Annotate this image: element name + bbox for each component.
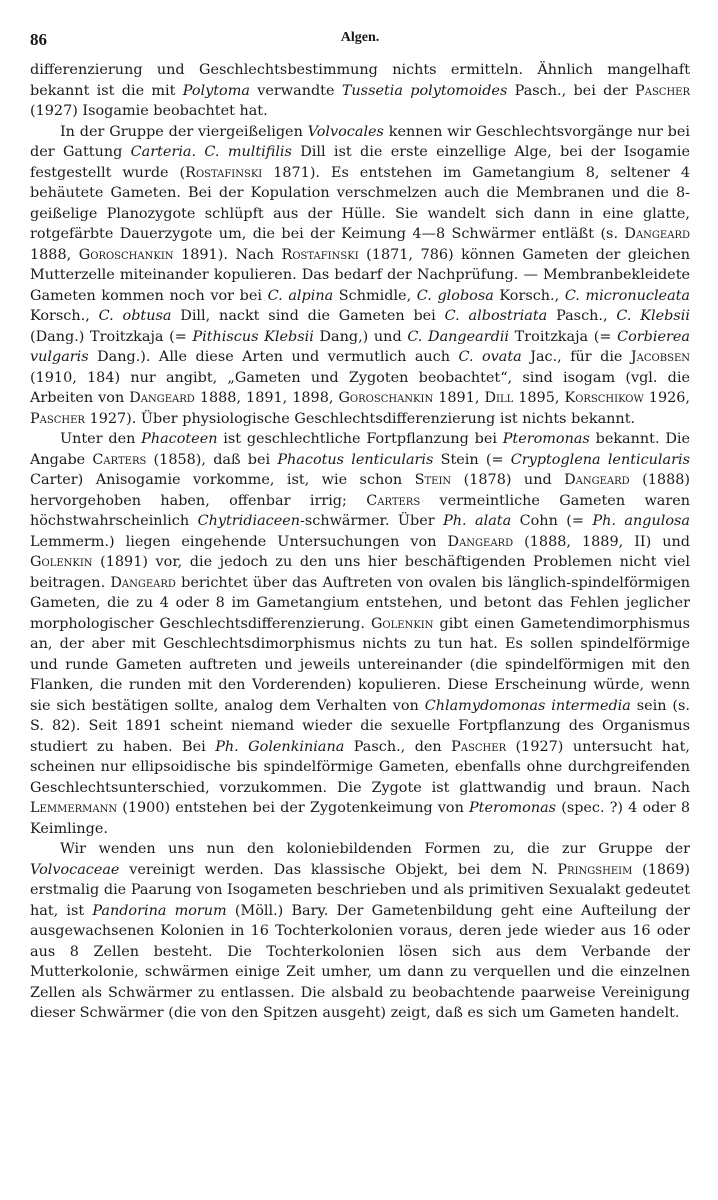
body-text [30,60,690,1024]
running-head: Algen. [340,30,380,45]
page-header [30,22,690,60]
page-number: 86 [30,30,47,49]
paragraph: In der Gruppe der viergeißeligen Volvocales kennen wir Geschlechtsvorgänge nur bei der Gattung Carteria. C. multifilis Dill ist die erste einzellige Alge, bei der Isogamie festgestellt wurde (Rostafinski 1871). Es entstehen im Gametangium 8, seltener 4 behäutete Gameten. Bei der Kopulation verschmelzen auch die Membranen und die 8-geißelige Planozygote schlüpft aus der Hülle. Sie wandelt sich dann in eine glatte, rotgefärbte Dauerzygote um, die bei der Keimung 4—8 Schwärmer entläßt (s. Dangeard 1888, Goroschankin 1891). Nach Rostafinski (1871, 786) können Gameten der gleichen Mutterzelle miteinander kopulieren. Das bedarf der Nachprüfung. — Membranbekleidete Gameten kommen noch vor bei C. alpina Schmidle, C. globosa Korsch., C. micronucleata Korsch., C. obtusa Dill, nackt sind die Gameten bei C. albostriata Pasch., C. Klebsii (Dang.) Troitzkaja (= Pithiscus Klebsii Dang,) und C. Dangeardii Troitzkaja (= Corbierea vulgaris Dang.). Alle diese Arten und vermutlich auch C. ovata Jac., für die Jacobsen (1910, 184) nur angibt, „Gameten und Zygoten beobachtet“, sind isogam (vgl. die Arbeiten von Dangeard 1888, 1891, 1898, Goroschankin 1891, Dill 1895, Korschikow 1926, Pascher 1927). Über physiologische Geschlechtsdifferenzierung ist nichts bekannt. [30,123,691,427]
paragraph: differenzierung und Geschlechtsbestimmung nichts ermitteln. Ähnlich mangelhaft bekannt ist die mit Polytoma verwandte Tussetia polytomoides Pasch., bei der Pascher (1927) Isogamie beobachtet hat. [30,62,691,119]
paragraph: Unter den Phacoteen ist geschlechtliche Fortpflanzung bei Pteromonas bekannt. Die Angabe Carters (1858), daß bei Phacotus lenticularis Stein (= Cryptoglena lenticularis Carter) Anisogamie vorkomme, ist, wie schon Stein (1878) und Dangeard (1888) hervorgehoben haben, offenbar irrig; Carters vermeintliche Gameten waren höchstwahrscheinlich Chytridiaceen-schwärmer. Über Ph. alata Cohn (= Ph. angulosa Lemmerm.) liegen eingehende Untersuchungen von Dangeard (1888, 1889, II) und Golenkin (1891) vor, die jedoch zu den uns hier beschäftigenden Problemen nicht viel beitragen. Dangeard berichtet über das Auftreten von ovalen bis länglich-spindelförmigen Gameten, die zu 4 oder 8 im Gametangium entstehen, und betont das Fehlen jeglicher morphologischer Geschlechtsdifferenzierung. Golenkin gibt einen Gametendimorphismus an, der aber mit Geschlechtsdimorphismus nichts zu tun hat. Es sollen spindelförmige und runde Gameten auftreten und jeweils untereinander (die spindelförmigen mit den Flanken, die runden mit den Vorderenden) kopulieren. Diese Erscheinung würde, wenn sie sich bestätigen sollte, analog dem Verhalten von Chlamydomonas intermedia sein (s. S. 82). Seit 1891 scheint niemand wieder die sexuelle Fortpflanzung des Organismus studiert zu haben. Bei Ph. Golenkiniana Pasch., den Pascher (1927) untersucht hat, scheinen nur ellipsoidische bis spindelförmige Gameten, ebenfalls ohne durchgreifenden Geschlechtsunterschied, vorzukommen. Die Zygote ist glattwandig und braun. Nach Lemmermann (1900) entstehen bei der Zygotenkeimung von Pteromonas (spec. ?) 4 oder 8 Keimlinge. [30,431,691,837]
paragraph: Wir wenden uns nun den koloniebildenden Formen zu, die zur Gruppe der Volvocaceae vereinigt werden. Das klassische Objekt, bei dem N. Pringsheim (1869) erstmalig die Paarung von Isogameten beschrieben und als primitiven Sexualakt gedeutet hat, ist Pandorina morum (Möll.) Bary. Der Gametenbildung geht eine Aufteilung der ausgewachsenen Kolonien in 16 Tochterkolonien voraus, deren jede wieder aus 16 oder aus 8 Zellen besteht. Die Tochterkolonien lösen sich aus dem Verbande der Mutterkolonie, schwärmen einige Zeit umher, um dann zu verquellen und die einzelnen Zellen als Schwärmer zu entlassen. Die alsbald zu beobachtende paarweise Vereinigung dieser Schwärmer (die von den Spitzen ausgeht) zeigt, daß es sich um Gameten handelt. [30,841,690,1021]
